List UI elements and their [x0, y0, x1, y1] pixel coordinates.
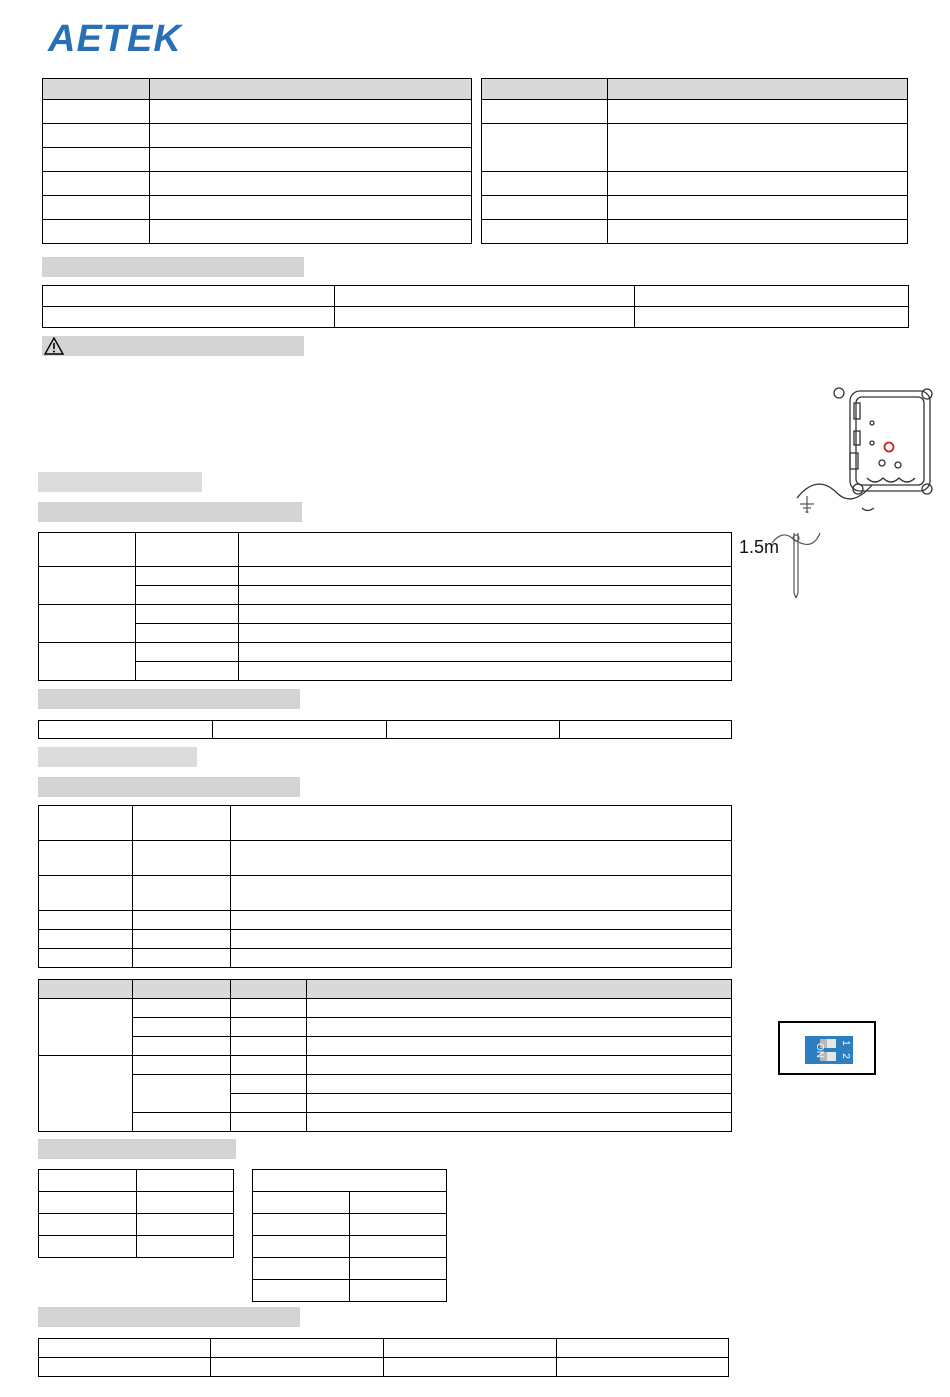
dip-switch-illustration — [778, 1021, 876, 1075]
section-bar-6 — [38, 777, 300, 797]
ground-point-marker — [885, 443, 894, 452]
spec-table-right — [481, 78, 908, 244]
distance-label: 1.5m — [739, 537, 780, 557]
warning-bar — [42, 336, 304, 356]
aetek-logo: AETEK — [48, 18, 182, 60]
section-bar-7 — [38, 1139, 236, 1159]
grounding-diagram — [732, 383, 942, 598]
three-column-table — [42, 285, 909, 328]
small-table-right — [252, 1169, 447, 1302]
four-column-table-1 — [38, 720, 732, 739]
spec-table-left — [42, 78, 472, 244]
small-table-left — [38, 1169, 234, 1258]
dip-switch-table — [38, 979, 732, 1132]
section-bar-8 — [38, 1307, 300, 1327]
dip-position-2: 2 — [840, 1053, 851, 1059]
section-bar-5 — [38, 747, 197, 767]
section-bar-1 — [42, 257, 304, 277]
grouped-table-1 — [38, 532, 732, 681]
section-bar-2 — [38, 472, 202, 492]
four-column-table-2 — [38, 1338, 729, 1377]
dip-position-1: 1 — [840, 1040, 851, 1046]
dip-on-label: ON — [814, 1043, 825, 1058]
dip-switch-icon — [780, 1023, 874, 1073]
section-bar-3 — [38, 502, 302, 522]
section-bar-4 — [38, 689, 300, 709]
spec-table-3 — [38, 805, 732, 968]
warning-icon — [44, 337, 64, 355]
